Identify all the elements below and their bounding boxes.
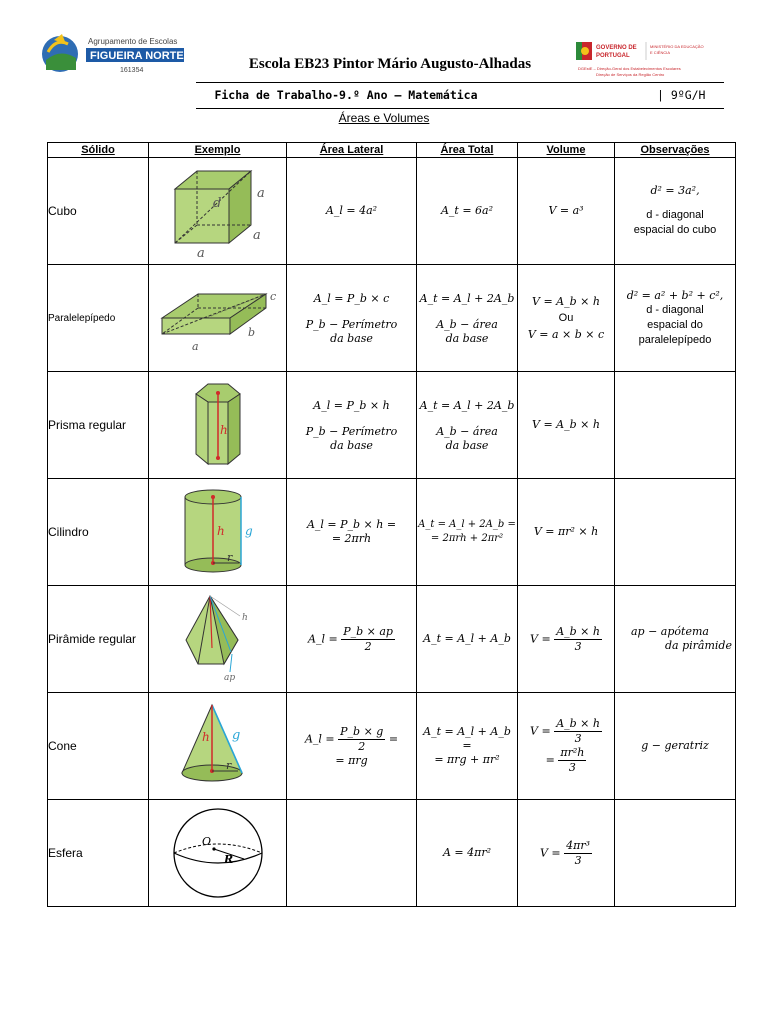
pyramid-figure (149, 586, 287, 693)
volume-formula: V = A_b × h (518, 372, 615, 479)
cube-figure (149, 158, 287, 265)
header-rule-bottom (196, 108, 724, 109)
school-logo (40, 30, 190, 78)
lateral-area-formula (287, 800, 417, 907)
header-example: Exemplo (149, 143, 287, 158)
svg-text:h: h (219, 423, 228, 437)
total-area-formula: A_t = A_l + A_b (417, 586, 518, 693)
solid-name: Cone (48, 693, 149, 800)
volume-formula: V = A_b × h Ou V = a × b × c (518, 265, 615, 372)
cylinder-figure (149, 479, 287, 586)
observations: d² = 3a², d - diagonal espacial do cubo (615, 158, 736, 265)
total-area-formula: A_t = A_l + A_b = = πrg + πr² (417, 693, 518, 800)
lateral-area-formula: A_l = $\frac{P\_b \times g}{2}$ = = πrg (287, 693, 417, 800)
svg-text:a: a (252, 228, 261, 243)
observations: g − geratriz (615, 693, 736, 800)
lateral-area-formula: A_l = P_b × h P_b − Perímetro da base (287, 372, 417, 479)
volume-formula: V = a³ (518, 158, 615, 265)
table-row (48, 372, 736, 479)
lateral-area-formula: A_l = 4a² (287, 158, 417, 265)
total-area-formula: A_t = A_l + 2A_b A_b − área da base (417, 265, 518, 372)
total-area-formula: A_t = A_l + 2A_b = = 2πrh + 2πr² (417, 479, 518, 586)
solid-name: Prisma regular (48, 372, 149, 479)
header-total-area: Área Total (417, 143, 518, 158)
svg-text:b: b (247, 326, 255, 339)
box-figure (149, 265, 287, 372)
total-area-formula: A = 4πr² (417, 800, 518, 907)
svg-text:h: h (216, 524, 225, 538)
svg-text:ap: ap (223, 673, 235, 683)
svg-text:h: h (201, 730, 210, 744)
svg-text:r: r (226, 551, 232, 564)
lateral-area-formula: A_l = P_b × c P_b − Perímetro da base (287, 265, 417, 372)
sphere-figure (149, 800, 287, 907)
svg-text:c: c (269, 290, 276, 303)
svg-text:Direção de Serviços da Região: Direção de Serviços da Região Centro (596, 72, 665, 77)
svg-text:g: g (244, 524, 253, 538)
government-logo (576, 40, 706, 78)
total-area-formula: A_t = 6a² (417, 158, 518, 265)
table-row (48, 479, 736, 586)
header-solid: Sólido (48, 143, 149, 158)
volume-formula: V = πr² × h (518, 479, 615, 586)
svg-text:a: a (191, 340, 199, 353)
svg-text:GOVERNO DE: GOVERNO DE (596, 45, 637, 51)
svg-text:a: a (256, 186, 265, 201)
solid-name: Esfera (48, 800, 149, 907)
table-row (48, 586, 736, 693)
table-row (48, 800, 736, 907)
volume-formula: V = $\frac{A\_b \times h}{3}$ (518, 586, 615, 693)
observations (615, 479, 736, 586)
page-subtitle: Áreas e Volumes (338, 111, 430, 125)
svg-text:R: R (223, 853, 233, 866)
svg-text:PORTUGAL: PORTUGAL (596, 53, 630, 59)
svg-text:r: r (225, 759, 231, 772)
lateral-area-formula: A_l = $\frac{P\_b \times ap}{2}$ (287, 586, 417, 693)
school-name: Escola EB23 Pintor Mário Augusto-Alhadas (248, 56, 532, 72)
table-row (48, 158, 736, 265)
total-area-formula: A_t = A_l + 2A_b A_b − área da base (417, 372, 518, 479)
solid-name: Cubo (48, 158, 149, 265)
svg-text:d: d (212, 196, 221, 211)
svg-text:g: g (231, 728, 240, 743)
class-label: | 9ºG/H (657, 88, 706, 102)
svg-text:MINISTÉRIO DA EDUCAÇÃO: MINISTÉRIO DA EDUCAÇÃO (650, 44, 704, 49)
volume-formula: V = $\frac{A\_b \times h}{3}$ = $\frac{\text{πr²h}}{3}$ (518, 693, 615, 800)
svg-text:h: h (241, 613, 248, 623)
worksheet-title: Ficha de Trabalho-9.º Ano – Matemática (214, 88, 478, 102)
solid-name: Pirâmide regular (48, 586, 149, 693)
svg-text:DGEstE – Direção-Geral dos Est: DGEstE – Direção-Geral dos Estabelecimentos Escolares (578, 66, 681, 71)
solid-name: Cilindro (48, 479, 149, 586)
logo-agrupamento-text: Agrupamento de Escolas (88, 37, 178, 46)
observations: ap − apótema da pirâmide (615, 586, 736, 693)
header-rule-top (196, 82, 724, 83)
header-volume: Volume (518, 143, 615, 158)
table-row (48, 265, 736, 372)
svg-text:E CIÊNCIA: E CIÊNCIA (650, 50, 671, 55)
table-row (48, 693, 736, 800)
volume-formula: V = $\frac{\text{4πr³}}{3}$ (518, 800, 615, 907)
header-lateral-area: Área Lateral (287, 143, 417, 158)
lateral-area-formula: A_l = P_b × h = = 2πrh (287, 479, 417, 586)
prism-figure (149, 372, 287, 479)
observations: d² = a² + b² + c², d - diagonal espacial do paralelepípedo (615, 265, 736, 372)
header-observations: Observações (615, 143, 736, 158)
svg-text:161354: 161354 (120, 67, 144, 74)
observations (615, 800, 736, 907)
svg-text:a: a (196, 246, 205, 259)
solid-name: Paralelepípedo (48, 265, 149, 372)
cone-figure (149, 693, 287, 800)
svg-text:FIGUEIRA NORTE: FIGUEIRA NORTE (90, 50, 184, 62)
formulas-table (47, 142, 736, 907)
svg-text:O: O (201, 835, 211, 848)
table-header-row (48, 143, 736, 158)
observations (615, 372, 736, 479)
